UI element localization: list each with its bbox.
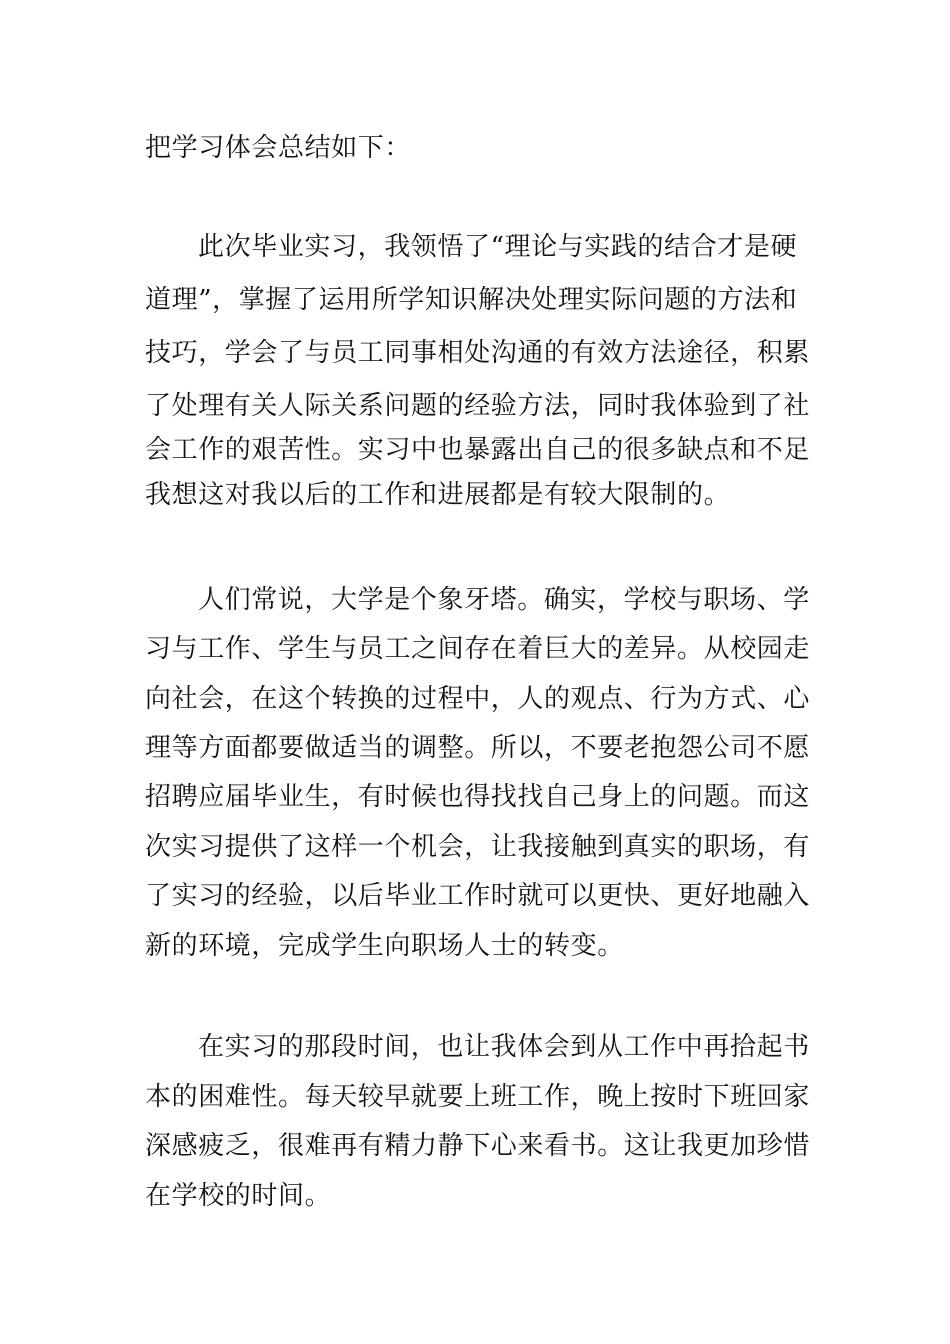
paragraph-line: 技巧，学会了与员工同事相处沟通的有效方法途径，积累: [145, 338, 811, 368]
intro-line: 把学习体会总结如下：: [145, 133, 412, 163]
paragraph-line: 招聘应届毕业生，有时候也得找找自己身上的问题。而这: [145, 782, 811, 812]
paragraph-line: 本的困难性。每天较早就要上班工作，晚上按时下班回家: [145, 1082, 811, 1112]
paragraph-line: 习与工作、学生与员工之间存在着巨大的差异。从校园走: [145, 634, 811, 664]
paragraph-line: 人们常说，大学是个象牙塔。确实，学校与职场、学: [198, 585, 810, 615]
paragraph-line: 在实习的那段时间，也让我体会到从工作中再拾起书: [198, 1032, 810, 1062]
paragraph-line: 了实习的经验，以后毕业工作时就可以更快、更好地融入: [145, 881, 811, 911]
paragraph-line: 次实习提供了这样一个机会，让我接触到真实的职场，有: [145, 832, 811, 862]
paragraph-line: 新的环境，完成学生向职场人士的转变。: [145, 931, 624, 961]
paragraph-line: 理等方面都要做适当的调整。所以，不要老抱怨公司不愿: [145, 733, 811, 763]
paragraph-line: 会工作的艰苦性。实习中也暴露出自己的很多缺点和不足: [145, 435, 811, 465]
paragraph-line: 在学校的时间。: [145, 1181, 332, 1211]
paragraph-line: 了处理有关人际关系问题的经验方法，同时我体验到了社: [145, 391, 811, 421]
paragraph-line: 我想这对我以后的工作和进展都是有较大限制的。: [145, 480, 731, 510]
paragraph-line: 此次毕业实习，我领悟了“理论与实践的结合才是硬: [198, 232, 798, 262]
paragraph-line: 深感疲乏，很难再有精力静下心来看书。这让我更加珍惜: [145, 1131, 811, 1161]
paragraph-line: 道理”，掌握了运用所学知识解决处理实际问题的方法和: [145, 285, 798, 315]
paragraph-line: 向社会，在这个转换的过程中，人的观点、行为方式、心: [145, 684, 811, 714]
